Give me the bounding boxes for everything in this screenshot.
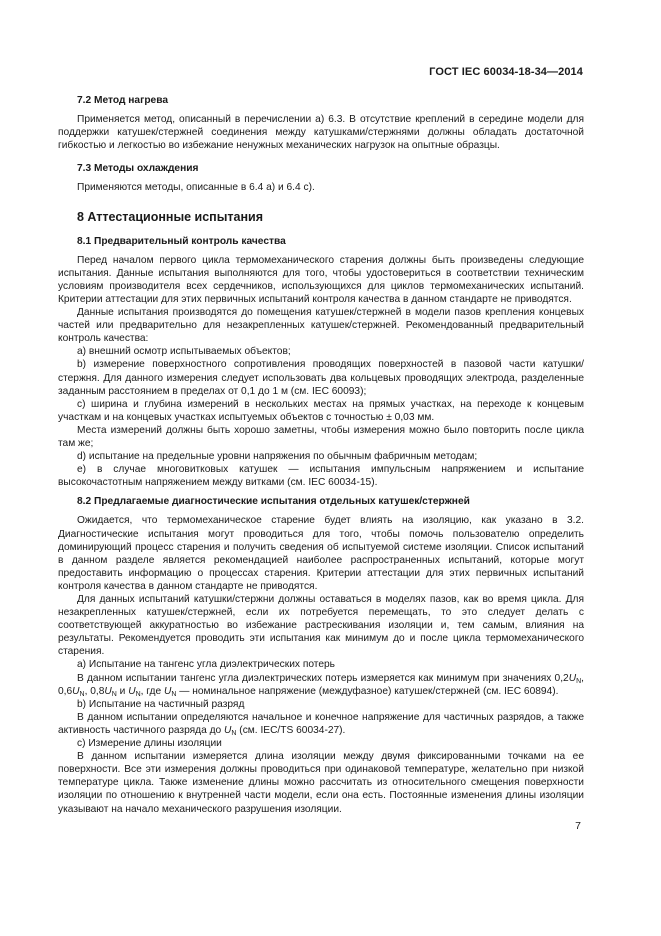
paragraph: В данном испытании тангенс угла диэлектрических потерь измеряется как минимум при значениях $0,2U_N$, $0,6U_N$, $0,8U_N$ и $U_N$, где $U_N$ — номинальное напряжение (междуфазное) катушек/стержней (см. IEC 60894). (58, 672, 584, 698)
list-item: с) Измерение длины изоляции (77, 738, 222, 750)
list-item: b) измерение поверхностного сопротивления проводящих поверхностей в пазовой части катушки/стержня. Для данного измерения следует использовать два кольцевых проводящих электрода, разделенные заданным расстоянием в пределах от 0,1 до 1 м (см. IEC 60093); (58, 359, 584, 397)
list-item: а) Испытание на тангенс угла диэлектрических потерь (77, 659, 335, 671)
paragraph: Ожидается, что термомеханическое старение будет влиять на изоляцию, как указано в 3.2. Диагностические испытания могут проводиться для того, чтобы помочь пользователю определить доминирующий процесс старения и получить сведения об испытуемой системе изоляции. Список испытаний в данном разделе является рекомендацией наиболее распространенных испытаний, которые могут предоставить информацию о процессах старения. Критерии аттестации для этих первичных испытаний контроля качества в данном стандарте не приводятся. (58, 515, 584, 592)
paragraph: Для данных испытаний катушки/стержни должны оставаться в моделях пазов, как во время цикла. Для незакрепленных катушек/стержней, если их потребуется перемещать, то это следует делать с соответствующей аккуратностью во избежание растрескивания изоляции и, тем самым, влияния на результаты. Рекомендуется проводить эти испытания как минимум до и после цикла термомеханического старения. (58, 594, 584, 658)
heading-8-2: 8.2 Предлагаемые диагностические испытания отдельных катушек/стержней (77, 496, 470, 508)
list-item: а) внешний осмотр испытываемых объектов; (77, 346, 291, 358)
heading-7-2: 7.2 Метод нагрева (77, 95, 168, 106)
document-code: ГОСТ IEC 60034-18-34—2014 (429, 66, 583, 78)
paragraph: В данном испытании определяются начальное и конечное напряжение для частичных разрядов, а также активность частичного разряда до $U_N$ (см. IEC/TS 60034-27). (58, 711, 584, 737)
paragraph: Места измерений должны быть хорошо заметны, чтобы измерения можно было повторить после цикла там же; (58, 424, 584, 449)
list-item: с) ширина и глубина измерений в нескольких местах на прямых участках, на переходе к концевым участкам и на концевых участках испытуемых объектов с точностью ± 0,03 мм. (58, 398, 584, 423)
page-content (58, 94, 584, 816)
heading-7-3: 7.3 Методы охлаждения (77, 163, 199, 175)
list-item: d) испытание на предельные уровни напряжения по обычным фабричным методам; (77, 451, 478, 463)
paragraph: Данные испытания производятся до помещения катушек/стержней в модели пазов крепления концевых частей или предварительно для незакрепленных катушек/стержней. Рекомендованный предварительный контроль качества: (58, 307, 584, 345)
paragraph: Применяется метод, описанный в перечислении а) 6.3. В отсутствие креплений в середине модели для поддержки катушек/стержней соединения между катушками/стержнями должны обладать достаточной гибкостью и легкостью во избежание ненужных механических нагрузок на опытные образцы. (58, 114, 584, 152)
paragraph: Перед началом первого цикла термомеханического старения должны быть произведены следующие испытания. Данные испытания выполняются для того, чтобы удостовериться в соответствии техническим условиям производителя всех сердечников, использующихся для циклов термомеханических испытаний. Критерии аттестации для этих первичных испытаний контроля качества в данном стандарте не приводятся. (58, 254, 584, 305)
heading-8-1: 8.1 Предварительный контроль качества (77, 235, 286, 247)
list-item: b) Испытание на частичный разряд (77, 698, 245, 710)
page-number: 7 (575, 820, 581, 832)
paragraph: Применяются методы, описанные в 6.4 а) и 6.4 с). (77, 182, 315, 194)
heading-8: 8 Аттестационные испытания (77, 209, 264, 224)
list-item: е) в случае многовитковых катушек — испытания импульсным напряжением и испытание высокочастотным напряжением между витками (см. IEC 60034-15). (58, 464, 584, 489)
paragraph: В данном испытании измеряется длина изоляции между двумя фиксированными точками на ее поверхности. Все эти измерения должны проводиться при одинаковой температуре, желательно при низкой температуре цикла. Также изменение длины можно рассчитать из относительного смещения поверхности изоляции по отношению к внутренней части модели, если она есть. Постоянные изменения длины изоляции указывают на начало механического разрушения изоляции. (58, 751, 584, 815)
